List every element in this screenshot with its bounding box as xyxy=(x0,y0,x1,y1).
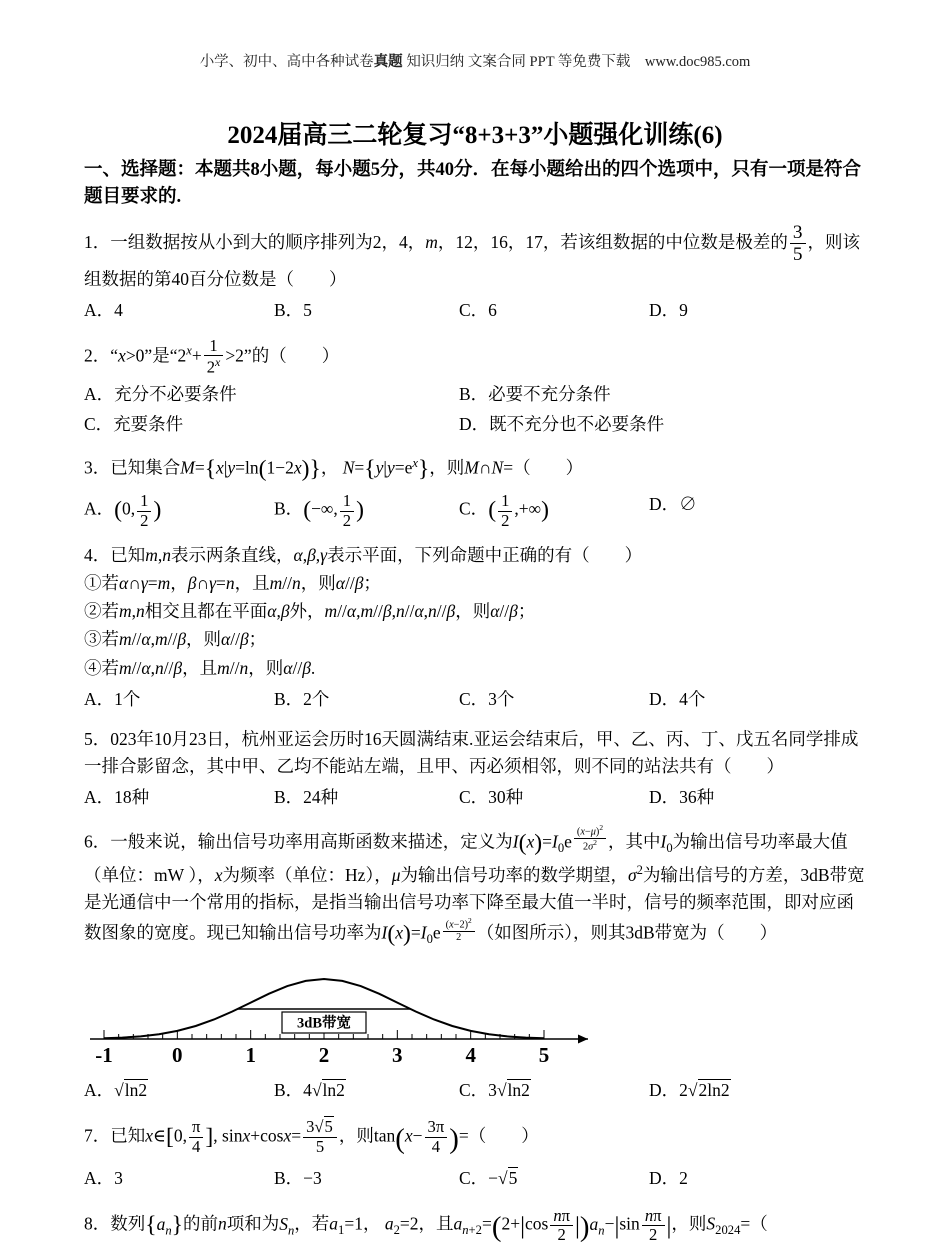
question-2 xyxy=(84,337,866,440)
question-2-option-c: C．充要条件 xyxy=(84,414,184,435)
question-1-options xyxy=(84,296,866,326)
question-5-option-d: D．36种 xyxy=(649,787,715,808)
question-5-body: 5．023年10月23日，杭州亚运会历时16天圆满结束.亚运会结束后，甲、乙、丙、丁、戊五名同学排成一排合影留念，其中甲、乙均不能站左端，且甲、丙必须相邻，则不同的站法共有（ ） xyxy=(84,728,859,776)
question-6-option-c: C．3√ln2 xyxy=(459,1079,530,1100)
question-2-option-b: B．必要不充分条件 xyxy=(459,384,611,405)
question-5-option-c: C．30种 xyxy=(459,787,524,808)
question-7-option-a: A．3 xyxy=(84,1168,123,1189)
question-4-statement-2: ②若m,n相交且都在平面α,β外，m//α,m//β,n//α,n//β，则α//β； xyxy=(84,601,536,622)
question-3-options xyxy=(84,490,866,530)
question-2-option-a: A．充分不必要条件 xyxy=(84,384,237,405)
question-6-body: 6．一般来说，输出信号功率用高斯函数来描述，定义为$I(x)=I_0e$ $^{\frac{(x-\mu)^2}{2\sigma^2}}$ ，其中$I_0$为输出信号功率最大值（单位：mW ），x为频率（单位：Hz），μ为输出信号功率的数学期望，$\sigma^2$为输出信号的方差，3dB带宽是光通信中一个常用的指标，是指当输出信号功率下降至最大值一半时，信号的频率范围，即对应函数图象的宽度。现已知输出信号功率为$I(x)=I_0e$ $^{\frac{(x-2)^2}{2}}$ （如图所示），则其3dB带宽为（ ） xyxy=(84,822,865,948)
question-6 xyxy=(84,824,866,1106)
question-3-option-c: C．( $\frac{1}{2}$ ,+∞) xyxy=(459,490,549,530)
question-8 xyxy=(84,1205,866,1250)
question-1 xyxy=(84,222,866,326)
x-tick-label-4: 4 xyxy=(465,1042,476,1067)
question-4-statements xyxy=(84,569,866,682)
x-tick-label-0: 0 xyxy=(172,1042,183,1067)
question-4-option-d: D．4个 xyxy=(649,689,706,710)
site-header-text: 小学、初中、高中各种试卷真题 知识归纳 文案合同 PPT 等免费下载 www.doc985.com xyxy=(199,54,751,70)
question-4-body: 4．已知m,n表示两条直线，α,β,γ表示平面，下列命题中正确的有（ ） xyxy=(84,544,643,565)
question-1-option-d: D．9 xyxy=(649,299,688,320)
question-4-option-c: C．3个 xyxy=(459,689,515,710)
question-4-option-b: B．2个 xyxy=(274,689,330,710)
question-3 xyxy=(84,451,866,531)
question-4-statement-3: ③若m//α,m//β，则α//β； xyxy=(84,629,267,650)
question-6-option-d: D．2√2ln2 xyxy=(649,1079,730,1100)
question-5-options xyxy=(84,783,866,813)
question-7-options xyxy=(84,1164,866,1194)
question-3-option-b: B．(−∞, $\frac{1}{2}$ ) xyxy=(274,490,364,530)
x-tick-label-2: 2 xyxy=(318,1042,330,1067)
question-3-body: 3．已知集合M={x|y=ln(1−2x)}， $N=\{y|y=e^x\}$，则M∩N=（ ） xyxy=(84,455,584,482)
question-4-statement-1: ①若α∩γ=m，β∩γ=n，且m//n，则α//β； xyxy=(84,572,381,593)
x-tick-label-5: 5 xyxy=(538,1042,550,1067)
question-5-option-b: B．24种 xyxy=(274,787,339,808)
question-4 xyxy=(84,542,866,715)
question-4-option-a: A．1个 xyxy=(84,689,141,710)
question-6-option-a: A．√ln2 xyxy=(84,1079,148,1100)
question-2-options xyxy=(84,380,866,440)
question-4-options xyxy=(84,685,866,715)
question-3-option-d: D．∅ xyxy=(649,494,697,515)
question-3-option-a: A．(0, $\frac{1}{2}$ ) xyxy=(84,490,162,530)
q6-gaussian-graph xyxy=(84,961,604,1073)
page-title: 2024届高三二轮复习“8+3+3”小题强化训练(6) xyxy=(227,122,723,149)
question-7 xyxy=(84,1117,866,1195)
section-intro: 一、选择题：本题共8小题，每小题5分，共40分．在每小题给出的四个选项中，只有一项是符合题目要求的. xyxy=(84,160,862,207)
x-tick-label--1: -1 xyxy=(95,1042,113,1067)
question-7-option-b: B．−3 xyxy=(274,1168,322,1189)
x-tick-label-1: 1 xyxy=(245,1042,256,1067)
question-7-option-d: D．2 xyxy=(649,1168,688,1189)
question-6-option-b: B．4√ln2 xyxy=(274,1079,345,1100)
question-7-option-c: C．−√5 xyxy=(459,1168,518,1189)
question-5 xyxy=(84,726,866,813)
question-8-body: 8．数列$\{a_n\}$的前n项和为$S_n$，若$a_1=1$， $a_2=2$，且$a_{n+2}=(2+|\cos$ $\frac{n\pi}{2}$ $|)a_n-|\sin$ $\frac{n\pi}{2}$ |，则$S_{2024}=$（ xyxy=(84,1205,768,1245)
bandwidth-label: 3dB带宽 xyxy=(297,1015,351,1032)
question-2-body: 2．“x>0”是“$2^x+$ $\frac{1}{2^x}$ >2”的（ ） xyxy=(84,335,340,377)
question-7-body: 7．已知x∈[0, $\frac{\pi}{4}$ ], sinx+cosx= $\frac{3√5}{5}$ ，则tan(x− $\frac{3\pi}{4}$ )=（ ） xyxy=(84,1117,539,1156)
question-1-body: 1．一组数据按从小到大的顺序排列为2，4，m，12，16，17，若该组数据的中位数是极差的 $\frac{3}{5}$ ，则该组数据的第40百分位数是（ ） xyxy=(84,221,861,289)
x-axis-arrow-icon xyxy=(578,1034,588,1043)
question-5-option-a: A．18种 xyxy=(84,787,150,808)
question-2-option-d: D．既不充分也不必要条件 xyxy=(459,414,665,435)
question-1-option-b: B．5 xyxy=(274,299,312,320)
question-6-options xyxy=(84,1076,866,1106)
x-tick-label-3: 3 xyxy=(392,1042,403,1067)
question-4-statement-4: ④若m//α,n//β，且m//n，则α//β. xyxy=(84,657,316,678)
question-1-option-c: C．6 xyxy=(459,299,497,320)
question-1-option-a: A．4 xyxy=(84,299,123,320)
